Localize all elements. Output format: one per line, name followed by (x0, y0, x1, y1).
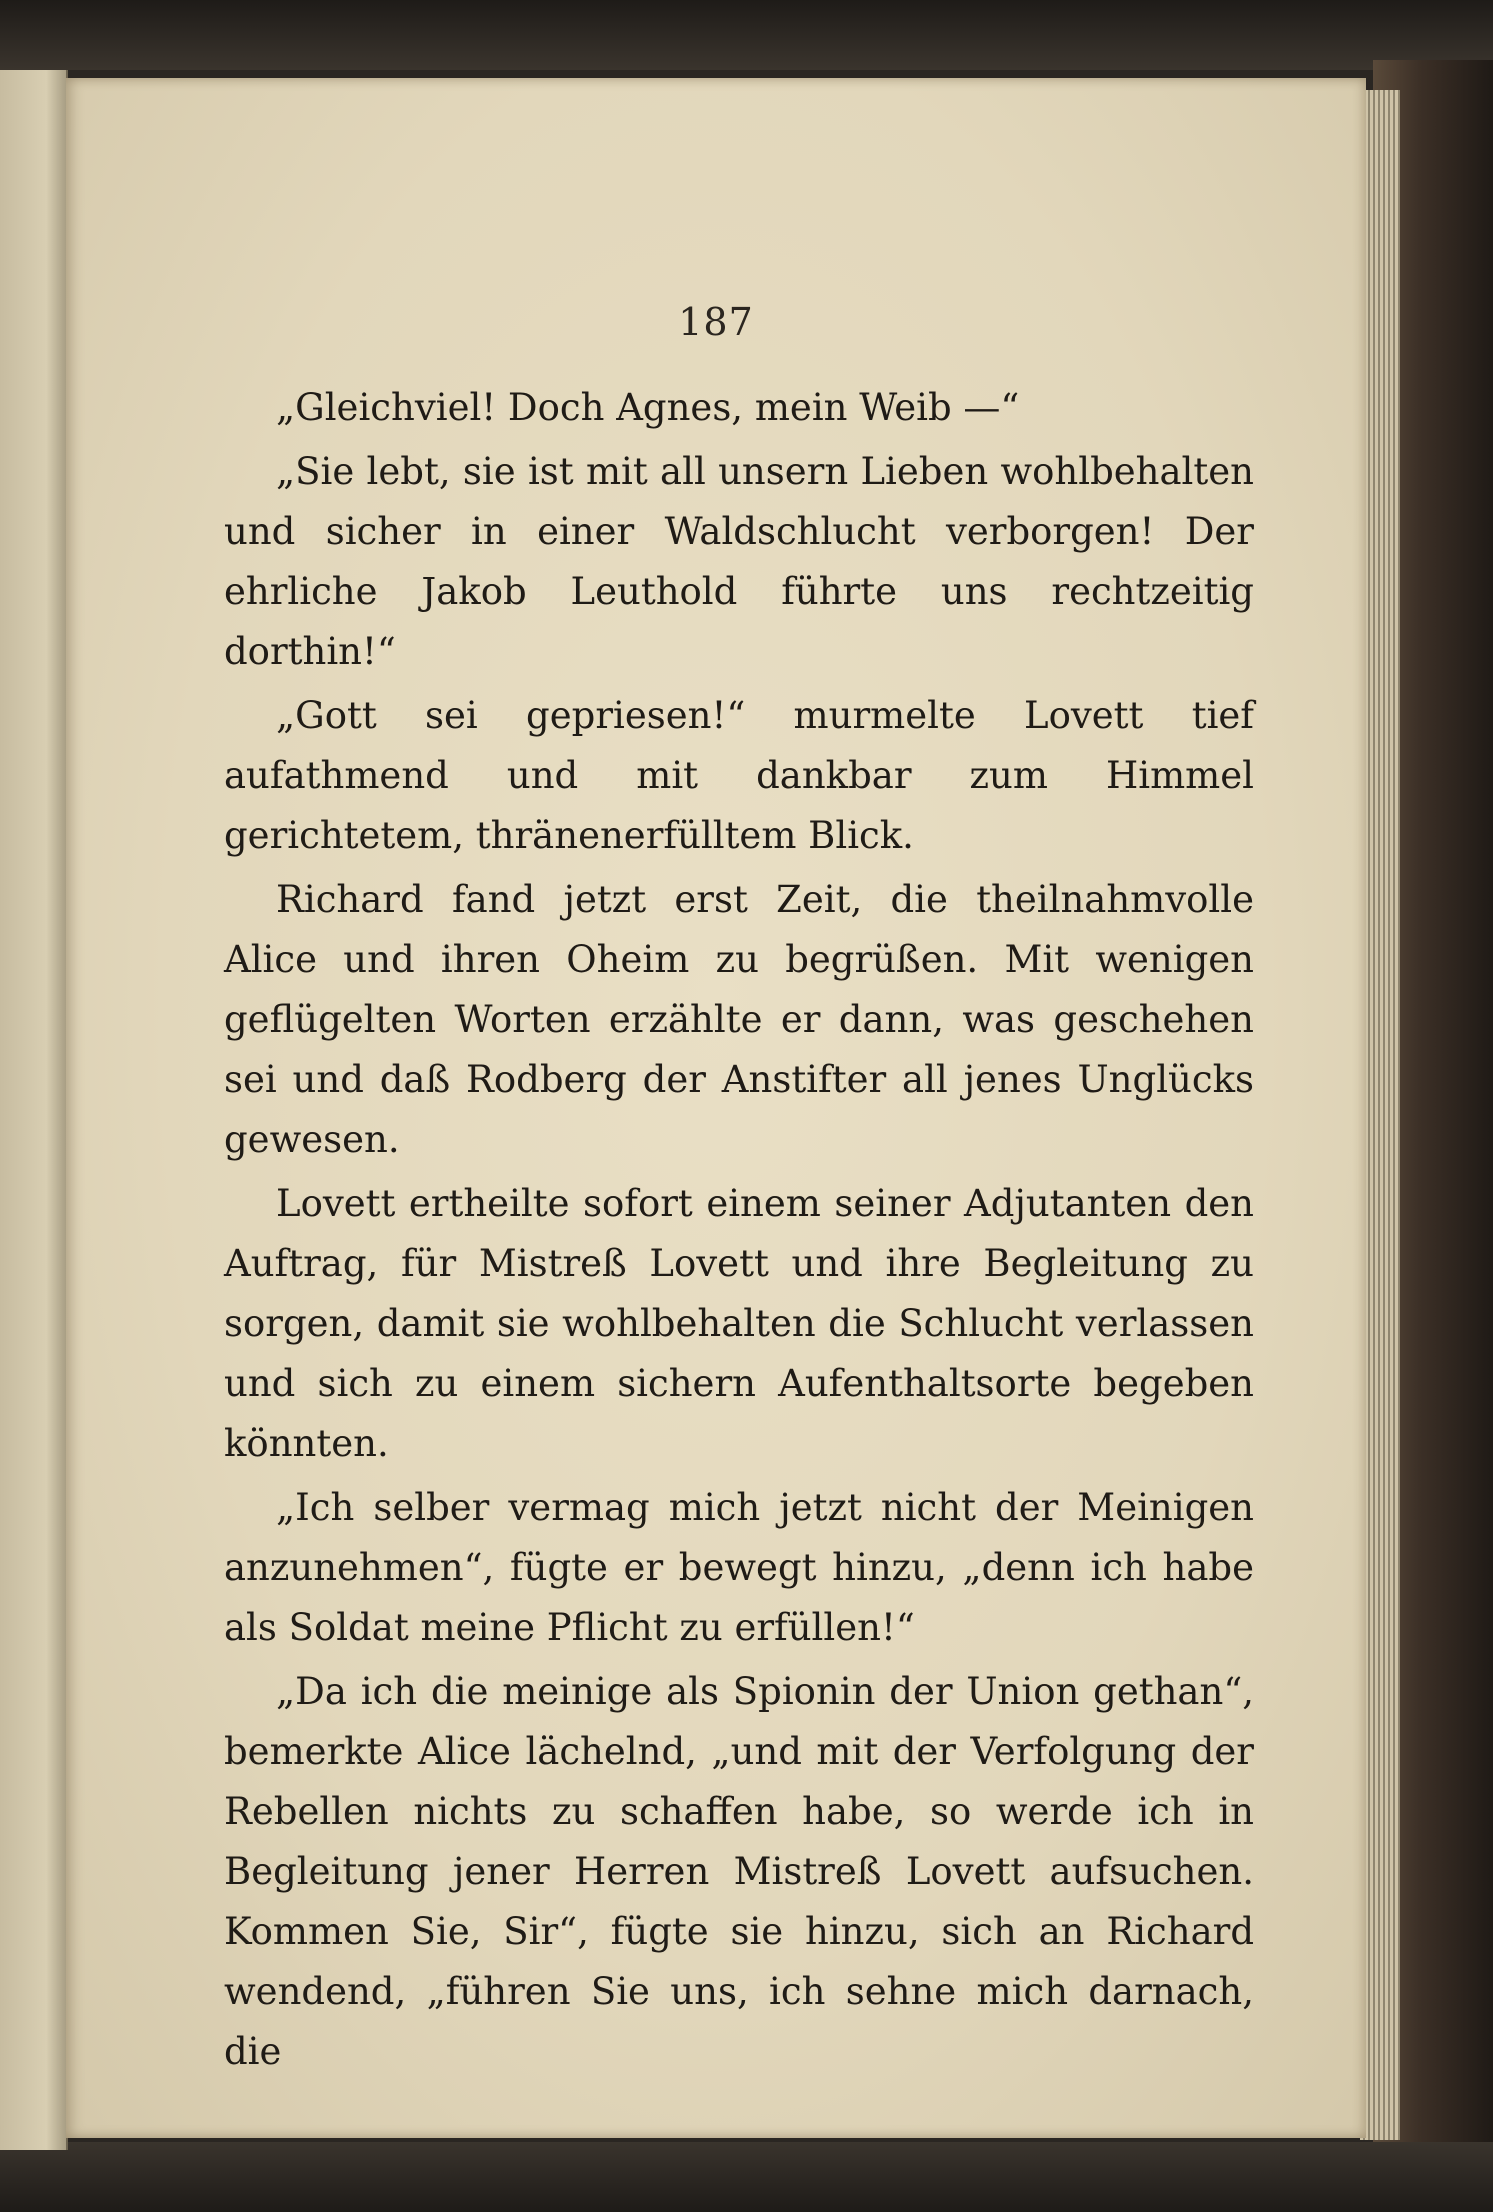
book-cover-top (0, 0, 1493, 70)
paragraph: „Gott sei gepriesen!“ murmelte Lovett tief aufathmend und mit dankbar zum Himmel gerichtetem, thränenerfülltem Blick. (224, 694, 1254, 857)
paragraph: „Gleichviel! Doch Agnes, mein Weib —“ (276, 386, 1020, 429)
paragraph: „Ich selber vermag mich jetzt nicht der Meinigen anzunehmen“, fügte er bewegt hinzu, „denn ich habe als Soldat meine Pflicht zu erfüllen!“ (224, 1486, 1254, 1649)
page-number: 187 (678, 300, 754, 344)
paragraph: Richard fand jetzt erst Zeit, die theilnahmvolle Alice und ihren Oheim zu begrüßen. Mit wenigen geflügelten Worten erzählte er dann, was geschehen sei und daß Rodberg der Anstifter all jenes Unglücks gewesen. (224, 878, 1254, 1161)
paragraph: „Sie lebt, sie ist mit all unsern Lieben wohlbehalten und sicher in einer Waldschlucht verborgen! Der ehrliche Jakob Leuthold führte uns rechtzeitig dorthin!“ (224, 450, 1254, 673)
page-stack-edges (1360, 90, 1400, 2140)
book-page (66, 78, 1366, 2138)
paragraph: „Da ich die meinige als Spionin der Union gethan“, bemerkte Alice lächelnd, „und mit der Verfolgung der Rebellen nichts zu schaffen habe, so werde ich in Begleitung jener Herren Mistreß Lovett aufsuchen. Kommen Sie, Sir“, fügte sie hinzu, sich an Richard wendend, „führen Sie uns, ich sehne mich darnach, die (224, 1670, 1254, 2073)
facing-page-edge (0, 70, 68, 2150)
paragraph: Lovett ertheilte sofort einem seiner Adjutanten den Auftrag, für Mistreß Lovett und ihre Begleitung zu sorgen, damit sie wohlbehalten die Schlucht verlassen und sich zu einem sichern Aufenthaltsorte begeben könnten. (224, 1182, 1254, 1465)
book-cover-bottom (0, 2142, 1493, 2212)
page-text-body (224, 378, 1254, 2082)
